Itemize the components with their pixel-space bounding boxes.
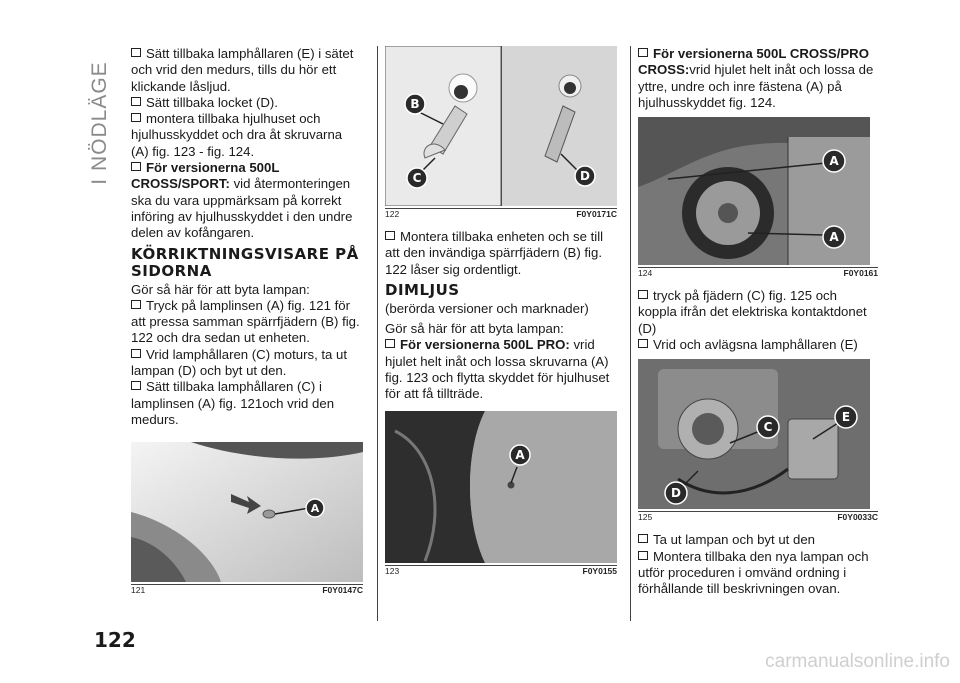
figure-caption: 123 F0Y0155 [385, 565, 617, 576]
fig-121-illustration [131, 442, 363, 582]
svg-text:C: C [763, 420, 773, 435]
step: Tryck på lamplinsen (A) fig. 121 för att pressa samman spärrfjädern (B) fig. 122 och dra sedan ut enheten. [131, 297, 360, 346]
page-number: 122 [94, 628, 136, 652]
fig-125-illustration [638, 359, 870, 509]
step: Sätt tillbaka lamphållaren (E) i sätet och vrid den medurs, tills du hör ett klickande låsljud. [131, 46, 354, 94]
intro-text: Gör så här för att byta lampan: [385, 321, 564, 337]
checkbox-icon [131, 162, 141, 171]
svg-text:A: A [310, 502, 320, 516]
step: Sätt tillbaka lamphållaren (C) i lamplinsen (A) fig. 121och vrid den medurs. [131, 379, 335, 427]
step: För versionerna 500L PRO: vrid hjulet helt inåt och lossa skruvarna (A) fig. 123 och flytta skyddet för hjulhuset för att få tillträde. [385, 337, 610, 402]
step: montera tillbaka hjulhuset och hjulhusskyddet och dra åt skruvarna (A) fig. 123 - fig. 124. [131, 111, 343, 159]
step: Vrid lamphållaren (C) moturs, ta ut lampan (D) och byt ut den. [131, 346, 348, 379]
svg-text:A: A [515, 447, 525, 462]
section-heading: DIMLJUS [385, 280, 460, 299]
checkbox-icon [131, 97, 141, 106]
fig-122-illustration [385, 46, 617, 206]
figure-caption: 121 F0Y0147C [131, 585, 363, 596]
figure-121 [131, 442, 363, 595]
figure-caption: 125 F0Y0033C [638, 512, 878, 523]
step: Vrid och avlägsna lamphållaren (E) [638, 337, 878, 353]
figure-125 [638, 359, 878, 522]
figure-124 [638, 117, 878, 278]
checkbox-icon [638, 551, 648, 560]
checkbox-icon [131, 300, 141, 309]
step: För versionerna 500L CROSS/SPORT: vid återmonteringen ska du vara uppmärksam på korrekt införing av hjulhusskyddet i den undre delen av kofångaren. [131, 160, 353, 241]
checkbox-icon [131, 48, 141, 57]
step: Sätt tillbaka locket (D). [131, 95, 363, 111]
step: tryck på fjädern (C) fig. 125 och koppla ifrån det elektriska kontaktdonet (D) [638, 288, 867, 336]
figure-caption: 124 F0Y0161 [638, 268, 878, 279]
checkbox-icon [131, 381, 141, 390]
section-title: I NÖDLÄGE [88, 61, 111, 185]
checkbox-icon [131, 349, 141, 358]
svg-text:E: E [841, 410, 851, 425]
checkbox-icon [385, 339, 395, 348]
intro-text: Gör så här för att byta lampan: [131, 281, 310, 297]
checkbox-icon [638, 290, 648, 299]
fig-124-illustration [638, 117, 870, 265]
svg-text:A: A [829, 154, 839, 169]
step: Ta ut lampan och byt ut den [638, 532, 878, 548]
figure-caption: 122 F0Y0171C [385, 209, 617, 219]
figure-122 [385, 46, 617, 219]
checkbox-icon [131, 113, 141, 122]
checkbox-icon [638, 339, 648, 348]
column-1 [131, 46, 363, 595]
svg-text:B: B [410, 97, 420, 111]
column-divider [630, 46, 631, 621]
step: Montera tillbaka den nya lampan och utför proceduren i omvänd ordning i förhållande till beskrivningen ovan. [638, 548, 869, 597]
checkbox-icon [385, 231, 395, 240]
checkbox-icon [638, 534, 648, 543]
step: För versionerna 500L CROSS/PRO CROSS:vrid hjulet helt inåt och lossa de yttre, undre och inre fästena (A) på hjulhusskyddet fig. 124. [638, 46, 874, 110]
section-heading: KÖRRIKTNINGSVISARE PÅ SIDORNA [131, 244, 359, 280]
subheading: (berörda versioner och marknader) [385, 300, 589, 316]
svg-text:D: D [580, 169, 590, 183]
svg-text:A: A [829, 230, 839, 245]
svg-text:D: D [671, 486, 681, 501]
column-divider [377, 46, 378, 621]
footer-watermark: carmanualsonline.info [765, 651, 950, 672]
checkbox-icon [638, 48, 648, 57]
figure-123 [385, 411, 617, 576]
svg-text:C: C [412, 171, 422, 185]
fig-123-illustration [385, 411, 617, 563]
column-3 [638, 46, 878, 598]
step: Montera tillbaka enheten och se till att den invändiga spärrfjädern (B) fig. 122 låser sig ordentligt. [385, 229, 604, 277]
column-2 [385, 46, 617, 576]
